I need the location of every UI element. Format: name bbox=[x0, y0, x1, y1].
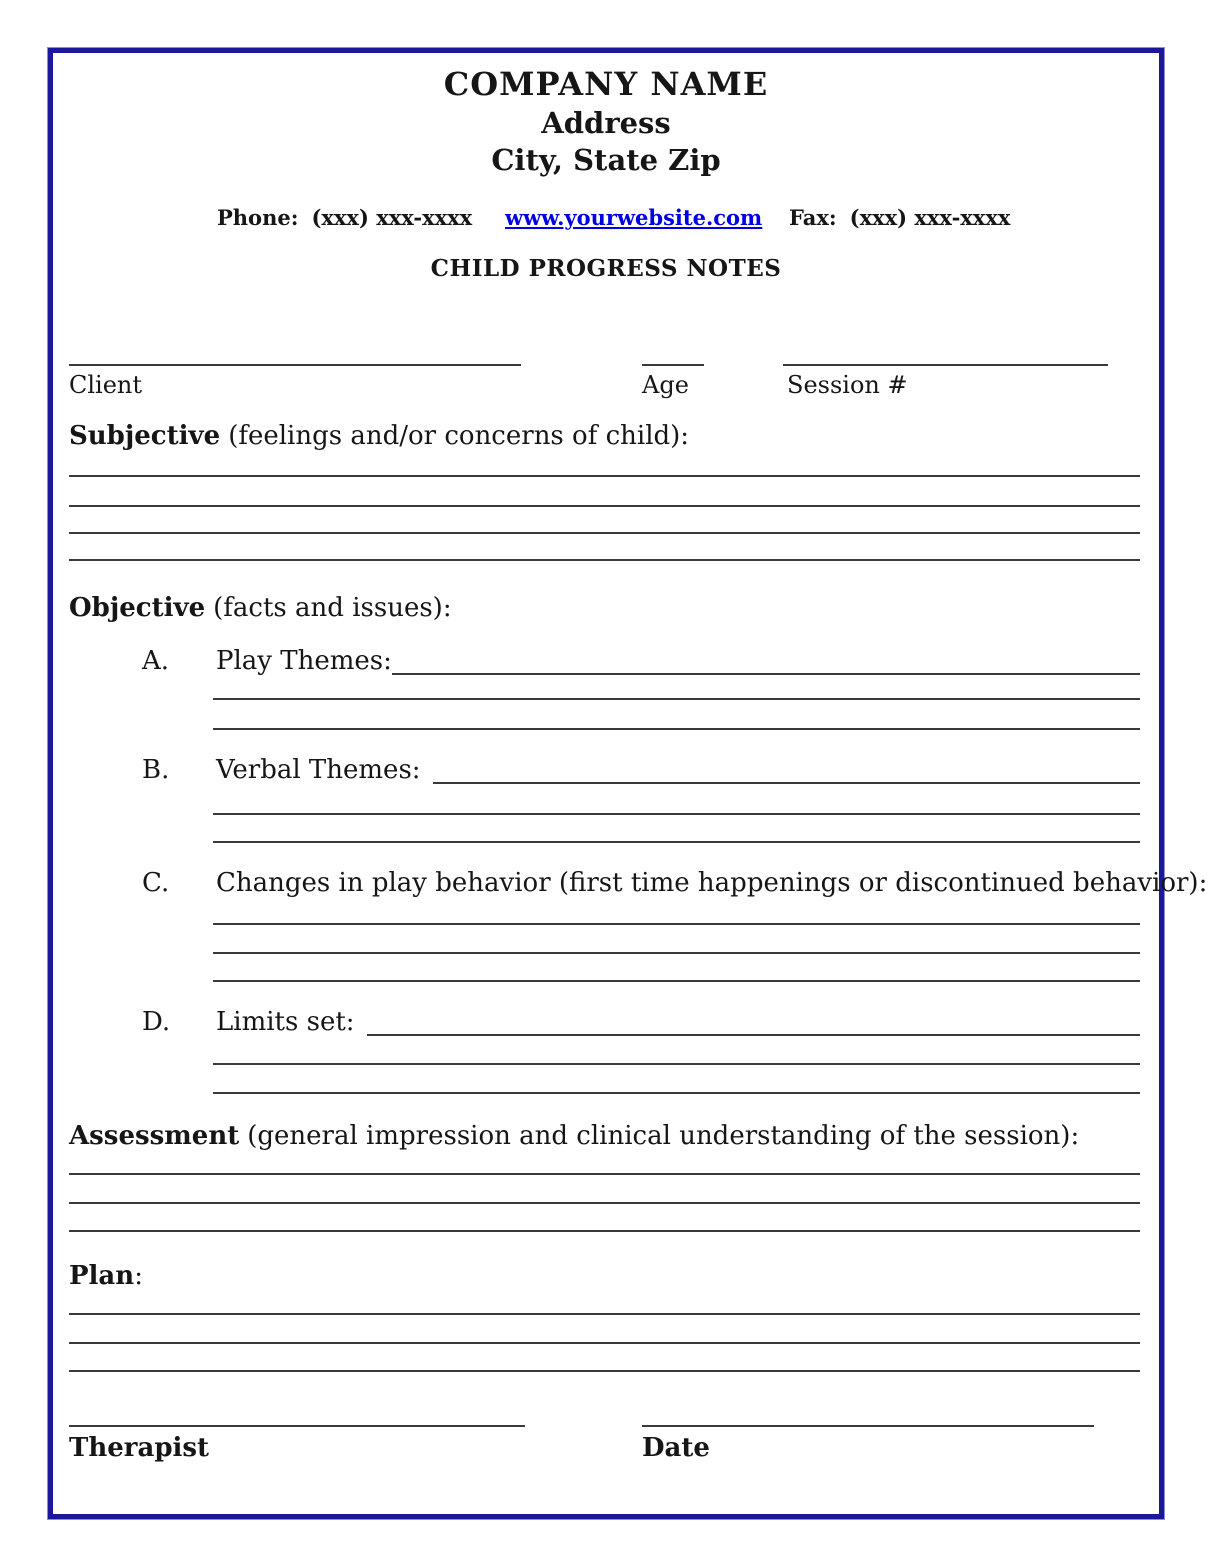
item-a-writing-line-1[interactable] bbox=[213, 698, 1140, 700]
item-d-row bbox=[142, 1009, 1140, 1036]
subjective-label: Subjective bbox=[69, 421, 221, 451]
plan-label: Plan bbox=[69, 1261, 135, 1291]
item-b-row bbox=[142, 757, 1140, 784]
therapist-signature-field[interactable] bbox=[69, 1425, 525, 1463]
item-b-letter: B. bbox=[142, 755, 170, 785]
item-c-letter: C. bbox=[142, 868, 170, 898]
date-label: Date bbox=[642, 1433, 710, 1463]
assessment-writing-line-1[interactable] bbox=[69, 1173, 1140, 1175]
item-a-inline-line[interactable] bbox=[392, 648, 1140, 675]
item-d-label: Limits set: bbox=[216, 1007, 355, 1037]
fax-label: Fax: bbox=[789, 205, 837, 230]
item-a-row bbox=[142, 648, 1140, 675]
item-d-letter: D. bbox=[142, 1007, 171, 1037]
fax-value: (xxx) xxx-xxxx bbox=[849, 205, 1011, 230]
subjective-heading bbox=[69, 421, 1143, 451]
form-title: CHILD PROGRESS NOTES bbox=[430, 255, 782, 282]
objective-heading bbox=[69, 593, 1143, 623]
subjective-writing-line-3[interactable] bbox=[69, 532, 1140, 534]
session-label: Session # bbox=[787, 371, 908, 399]
subjective-writing-line-2[interactable] bbox=[69, 505, 1140, 507]
date-signature-field[interactable] bbox=[642, 1425, 1094, 1463]
assessment-writing-line-2[interactable] bbox=[69, 1202, 1140, 1204]
item-c-label: Changes in play behavior (first time happenings or discontinued behavior): bbox=[216, 868, 1208, 898]
session-field[interactable] bbox=[783, 364, 1108, 399]
age-label: Age bbox=[642, 371, 689, 399]
objective-hint: (facts and issues): bbox=[213, 593, 452, 623]
item-c-row bbox=[142, 868, 1208, 898]
fax-field bbox=[789, 205, 1010, 230]
plan-heading bbox=[69, 1261, 1143, 1291]
assessment-heading bbox=[69, 1121, 1143, 1151]
plan-colon: : bbox=[134, 1261, 143, 1291]
item-b-label: Verbal Themes: bbox=[216, 755, 421, 785]
company-city-state-zip: City, State Zip bbox=[491, 143, 721, 177]
phone-field bbox=[217, 205, 472, 230]
letterhead bbox=[53, 63, 1159, 179]
objective-label: Objective bbox=[69, 593, 206, 623]
plan-writing-line-2[interactable] bbox=[69, 1342, 1140, 1344]
age-field[interactable] bbox=[642, 364, 704, 399]
item-c-writing-line-1[interactable] bbox=[213, 923, 1140, 925]
assessment-hint: (general impression and clinical understanding of the session): bbox=[247, 1121, 1080, 1151]
item-b-writing-line-2[interactable] bbox=[213, 841, 1140, 843]
assessment-label: Assessment bbox=[69, 1121, 240, 1151]
item-b-writing-line-1[interactable] bbox=[213, 813, 1140, 815]
item-a-letter: A. bbox=[142, 646, 170, 676]
subjective-writing-line-1[interactable] bbox=[69, 475, 1140, 477]
phone-label: Phone: bbox=[217, 205, 299, 230]
phone-value: (xxx) xxx-xxxx bbox=[311, 205, 473, 230]
client-field[interactable] bbox=[69, 364, 521, 399]
plan-writing-line-1[interactable] bbox=[69, 1313, 1140, 1315]
item-d-writing-line-2[interactable] bbox=[213, 1092, 1140, 1094]
assessment-writing-line-3[interactable] bbox=[69, 1230, 1140, 1232]
website-link[interactable]: www.yourwebsite.com bbox=[505, 205, 763, 230]
item-c-writing-line-3[interactable] bbox=[213, 980, 1140, 982]
plan-writing-line-3[interactable] bbox=[69, 1370, 1140, 1372]
client-label: Client bbox=[69, 371, 143, 399]
item-d-writing-line-1[interactable] bbox=[213, 1063, 1140, 1065]
form-border bbox=[48, 48, 1208, 1519]
subjective-writing-line-4[interactable] bbox=[69, 559, 1140, 561]
therapist-label: Therapist bbox=[69, 1433, 210, 1463]
item-c-writing-line-2[interactable] bbox=[213, 952, 1140, 954]
subjective-hint: (feelings and/or concerns of child): bbox=[228, 421, 690, 451]
contact-row bbox=[53, 205, 1159, 235]
item-b-inline-line[interactable] bbox=[433, 757, 1140, 784]
item-d-inline-line[interactable] bbox=[367, 1009, 1140, 1036]
company-name: COMPANY NAME bbox=[443, 65, 769, 103]
company-address: Address bbox=[541, 106, 671, 140]
item-a-label: Play Themes: bbox=[216, 646, 392, 676]
item-a-writing-line-2[interactable] bbox=[213, 728, 1140, 730]
